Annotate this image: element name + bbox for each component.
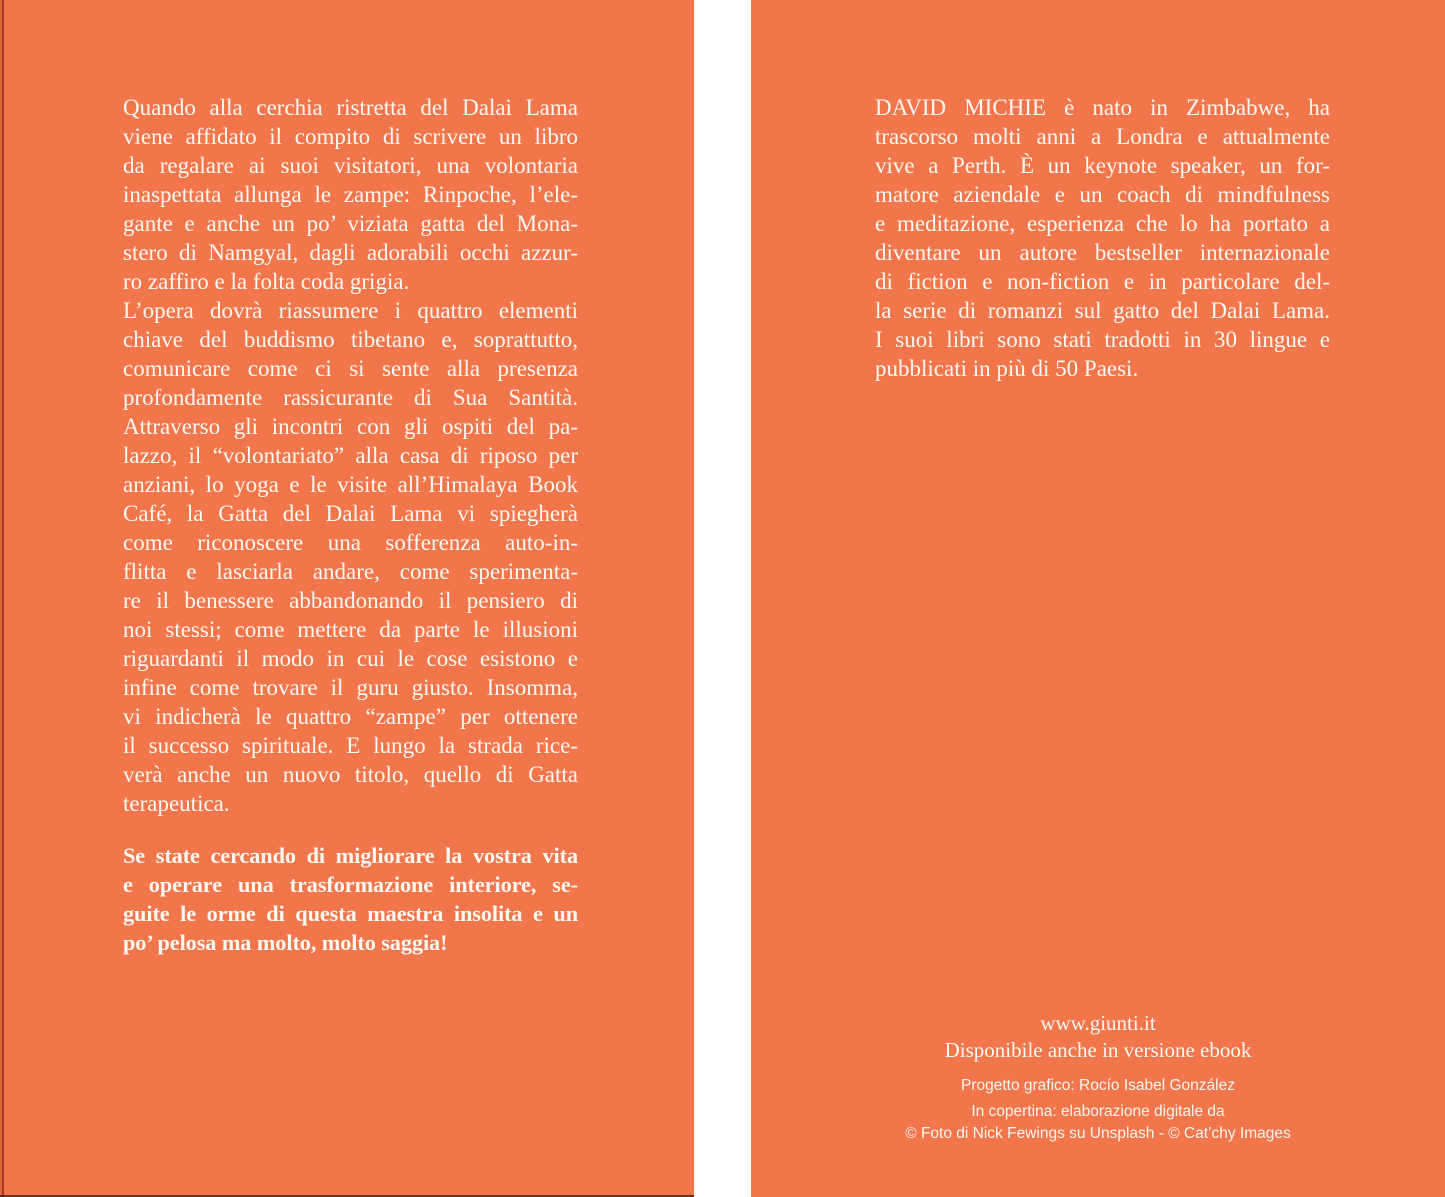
spine-fold-line [2, 0, 4, 1197]
text-line: anziani, lo yoga e le visite all’Himalaya Book [123, 472, 578, 497]
cover-credit-block [751, 1101, 1445, 1144]
text-line: pubblicati in più di 50 Paesi. [875, 356, 1139, 381]
footer-serif-block [751, 1010, 1445, 1064]
text-line: riguardanti il modo in cui le cose esistono e [123, 646, 578, 671]
text-line: ro zaffiro e la folta coda grigia. [123, 269, 410, 294]
text-line: Attraverso gli incontri con gli ospiti del pa- [123, 414, 578, 439]
text-line: Café, la Gatta del Dalai Lama vi spiegherà [123, 501, 578, 526]
text-line: vive a Perth. È un keynote speaker, un for- [875, 153, 1330, 178]
text-line: di fiction e non-fiction e in particolare del- [875, 269, 1330, 294]
text-line: po’ pelosa ma molto, molto saggia! [123, 930, 448, 955]
synopsis-paragraph-1 [123, 93, 578, 296]
text-line: inaspettata allunga le zampe: Rinpoche, l’ele- [123, 182, 578, 207]
text-line: e meditazione, esperienza che lo ha portato a [875, 211, 1330, 236]
website-line: www.giunti.it [1040, 1011, 1156, 1035]
text-line: L’opera dovrà riassumere i quattro elementi [123, 298, 578, 323]
author-bio-paragraph [875, 93, 1330, 383]
text-line: trascorso molti anni a Londra e attualmente [875, 124, 1330, 149]
synopsis-paragraph-2 [123, 296, 578, 818]
text-line: viene affidato il compito di scrivere un libro [123, 124, 578, 149]
text-line: matore aziendale e un coach di mindfulness [875, 182, 1330, 207]
text-line: gante e anche un po’ viziata gatta del Mona- [123, 211, 578, 236]
text-line: stero di Namgyal, dagli adorabili occhi azzur- [123, 240, 578, 265]
text-line: la serie di romanzi sul gatto del Dalai Lama. [875, 298, 1330, 323]
text-line: Se state cercando di migliorare la vostra vita [123, 843, 578, 868]
text-line: come riconoscere una sofferenza auto-in- [123, 530, 578, 555]
text-line: re il benessere abbandonando il pensiero di [123, 588, 578, 613]
text-line: chiave del buddismo tibetano e, soprattutto, [123, 327, 578, 352]
text-line: flitta e lasciarla andare, come sperimenta- [123, 559, 578, 584]
synopsis-text-block [123, 93, 578, 957]
text-line: profondamente rassicurante di Sua Santità. [123, 385, 578, 410]
text-line: verà anche un nuovo titolo, quello di Gatta [123, 762, 578, 787]
author-bio-block [875, 93, 1330, 383]
closing-paragraph-bold [123, 841, 578, 957]
text-line: il successo spirituale. E lungo la strada rice- [123, 733, 578, 758]
cover-credit-line-2: © Foto di Nick Fewings su Unsplash - © Cat’chy Images [905, 1124, 1291, 1142]
text-line: terapeutica. [123, 791, 230, 816]
text-line: lazzo, il “volontariato” alla casa di riposo per [123, 443, 578, 468]
text-line: diventare un autore bestseller internazionale [875, 240, 1330, 265]
text-line: infine come trovare il guru giusto. Insomma, [123, 675, 578, 700]
text-line: comunicare come ci si sente alla presenza [123, 356, 578, 381]
text-line: da regalare ai suoi visitatori, una volontaria [123, 153, 578, 178]
design-credit-line: Progetto grafico: Rocío Isabel González [961, 1077, 1235, 1094]
text-line: e operare una trasformazione interiore, se- [123, 872, 578, 897]
text-line: Quando alla cerchia ristretta del Dalai Lama [123, 95, 578, 120]
text-line: DAVID MICHIE è nato in Zimbabwe, ha [875, 95, 1330, 120]
text-line: I suoi libri sono stati tradotti in 30 lingue e [875, 327, 1330, 352]
text-line: noi stessi; come mettere da parte le illusioni [123, 617, 578, 642]
ebook-availability-line: Disponibile anche in versione ebook [944, 1038, 1252, 1062]
text-line: vi indicherà le quattro “zampe” per ottenere [123, 704, 578, 729]
design-credit-block [751, 1075, 1445, 1097]
cover-credit-line-1: In copertina: elaborazione digitale da [971, 1103, 1225, 1120]
text-line: guite le orme di questa maestra insolita e un [123, 901, 578, 926]
